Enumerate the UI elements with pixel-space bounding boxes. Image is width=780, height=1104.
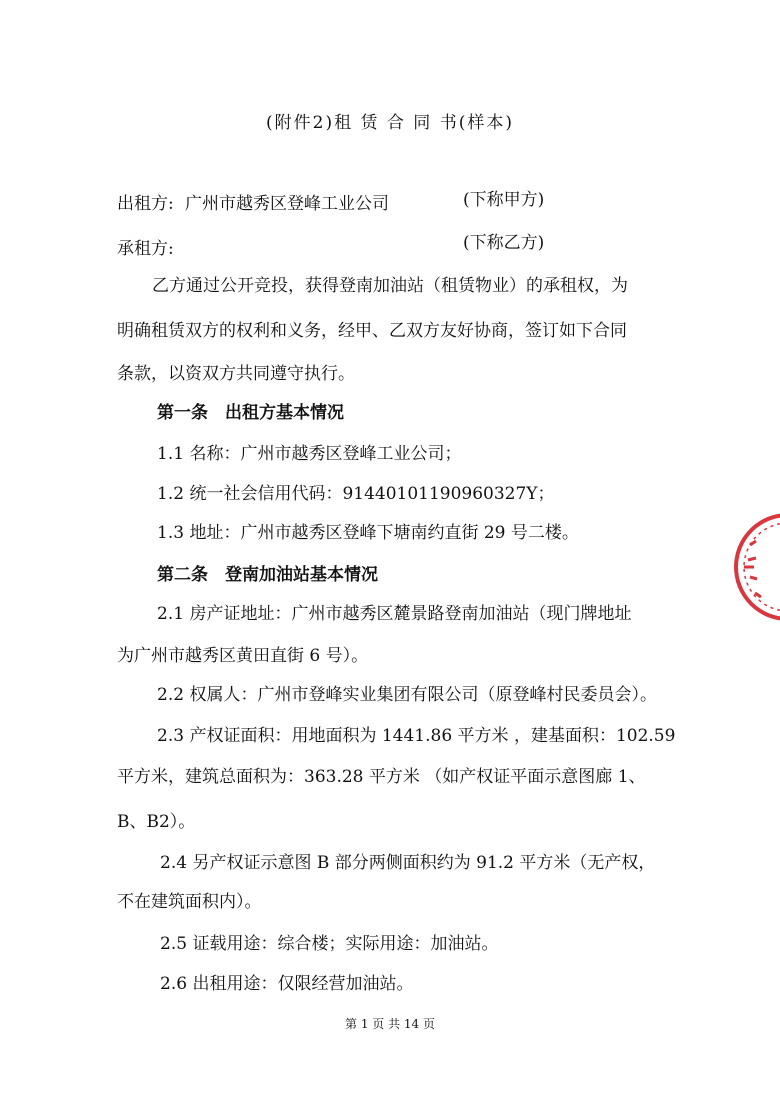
article1-heading: 第一条 出租方基本情况	[157, 403, 344, 423]
article2-line-8: 不在建筑面积内）。	[117, 892, 262, 912]
article1-item-3: 1.3 地址：广州市越秀区登峰下塘南约直街 29 号二楼。	[157, 523, 579, 543]
article2-line-2: 为广州市越秀区黄田直街 6 号）。	[117, 646, 369, 666]
article2-line-5: 平方米，建筑总面积为：363.28 平方米 （如产权证平面示意图廊 1、	[117, 767, 646, 787]
lessor-label: 出租方:	[117, 194, 174, 214]
article2-line-3: 2.2 权属人：广州市登峰实业集团有限公司（原登峰村民委员会）。	[157, 685, 657, 705]
article1-item-2: 1.2 统一社会信用代码：91440101190960327Y；	[157, 484, 555, 504]
article2-line-7: 2.4 另产权证示意图 B 部分两侧面积约为 91.2 平方米（无产权，	[160, 853, 656, 873]
article2-line-4: 2.3 产权证面积：用地面积为 1441.86 平方米 ，建基面积：102.59	[157, 726, 676, 746]
intro-line-1: 乙方通过公开竞投，获得登南加油站（租赁物业）的承租权，为	[152, 276, 628, 296]
article2-line-1: 2.1 房产证地址：广州市越秀区麓景路登南加油站（现门牌地址	[157, 604, 632, 624]
intro-line-2: 明确租赁双方的权利和义务，经甲、乙双方友好协商，签订如下合同	[117, 321, 627, 341]
company-seal-stamp	[730, 505, 780, 635]
document-title: (附件2)租 赁 合 同 书(样本)	[266, 113, 514, 133]
article2-heading: 第二条 登南加油站基本情况	[157, 565, 378, 585]
intro-line-3: 条款，以资双方共同遵守执行。	[117, 364, 355, 384]
article2-line-10: 2.6 出租用途：仅限经营加油站。	[160, 974, 414, 994]
lessee-label: 承租方:	[117, 239, 174, 259]
article2-line-9: 2.5 证载用途：综合楼；实际用途：加油站。	[160, 934, 499, 954]
article2-line-6: B、B2）。	[117, 812, 196, 832]
article1-item-1: 1.1 名称：广州市越秀区登峰工业公司；	[157, 444, 462, 464]
lessee-alias: (下称乙方)	[463, 233, 545, 253]
lessor-name: 广州市越秀区登峰工业公司	[185, 194, 389, 214]
lessor-alias: (下称甲方)	[463, 190, 545, 210]
page-footer: 第 1 页 共 14 页	[345, 1017, 435, 1031]
